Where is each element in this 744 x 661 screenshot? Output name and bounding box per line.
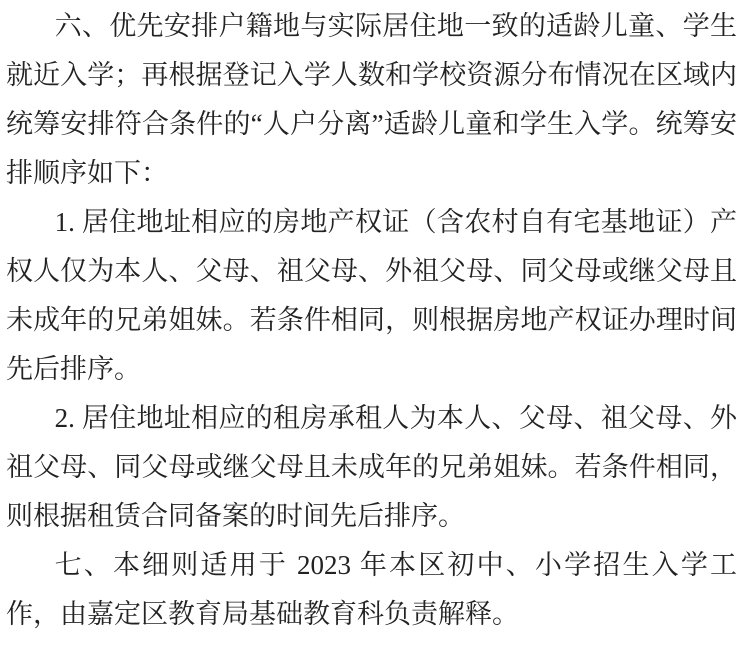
paragraph-section-7-applicability: 七、本细则适用于 2023 年本区初中、小学招生入学工作，由嘉定区教育局基础教育科负责解释。 (6, 550, 737, 629)
paragraph-rule-2-rental-contract: 2. 居住地址相应的租房承租人为本人、父母、祖父母、外祖父母、同父母或继父母且未成年的兄弟姐妹。若条件相同，则根据租赁合同备案的时间先后排序。 (6, 403, 737, 531)
paragraph-section-6-priority-enrollment: 六、优先安排户籍地与实际居住地一致的适龄儿童、学生就近入学；再根据登记入学人数和学校资源分布情况在区域内统筹安排符合条件的“人户分离”适龄儿童和学生入学。统筹安排顺序如下： (6, 11, 737, 188)
paragraph-rule-1-property-certificate: 1. 居住地址相应的房地产权证（含农村自有宅基地证）产权人仅为本人、父母、祖父母、外祖父母、同父母或继父母且未成年的兄弟姐妹。若条件相同，则根据房地产权证办理时间先后排序。 (6, 207, 737, 384)
